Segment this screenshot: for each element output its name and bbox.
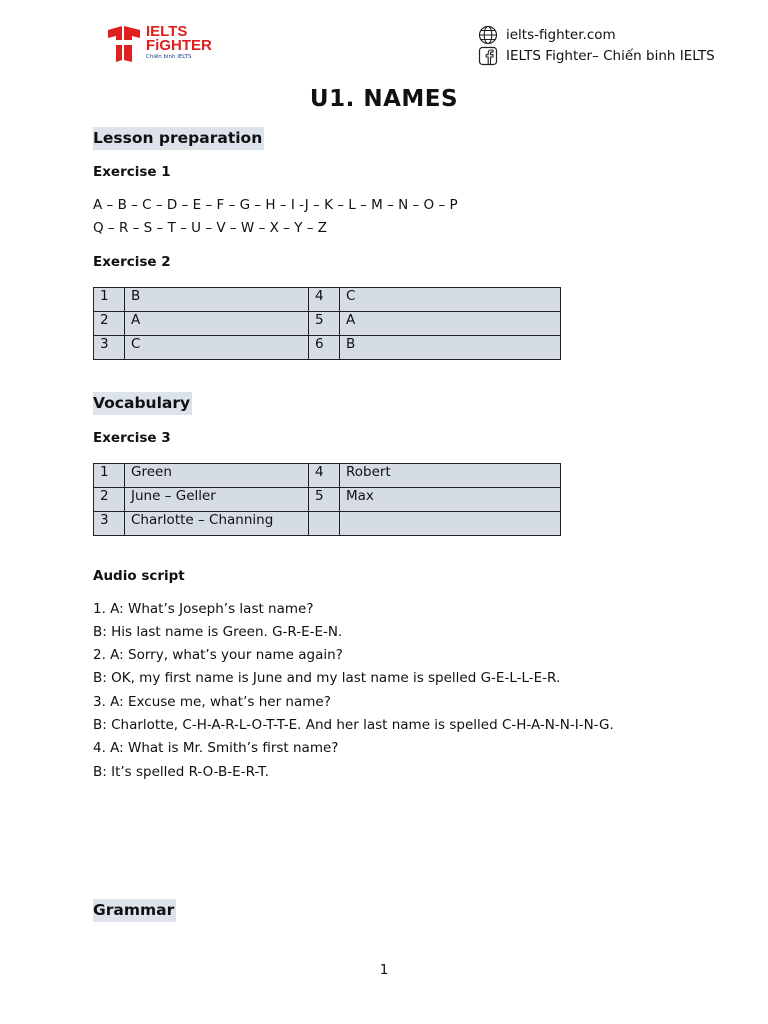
alphabet-line-2: Q – R – S – T – U – V – W – X – Y – Z xyxy=(93,220,328,236)
section-heading-vocabulary: Vocabulary xyxy=(93,392,192,415)
exercise-3-answer-table xyxy=(93,463,561,536)
globe-icon xyxy=(478,25,498,45)
audio-script-line: 1. A: What’s Joseph’s last name? xyxy=(93,601,314,617)
exercise-2-label: Exercise 2 xyxy=(93,254,171,270)
exercise-3-label: Exercise 3 xyxy=(93,430,171,446)
audio-script-line: 2. A: Sorry, what’s your name again? xyxy=(93,647,343,663)
logo-text-fighter: FiGHTER xyxy=(146,37,212,54)
table-cell: C xyxy=(125,336,309,360)
logo-tagline: Chiến binh IELTS xyxy=(146,54,192,60)
table-cell: 2 xyxy=(94,488,125,512)
table-cell xyxy=(309,512,340,536)
table-cell: 2 xyxy=(94,312,125,336)
table-cell: 5 xyxy=(309,488,340,512)
table-cell: Max xyxy=(340,488,561,512)
table-cell: 1 xyxy=(94,464,125,488)
facebook-icon xyxy=(478,46,498,66)
alphabet-line-1: A – B – C – D – E – F – G – H – I -J – K – L – M – N – O – P xyxy=(93,197,458,213)
page-title: U1. NAMES xyxy=(309,86,459,112)
table-cell: 3 xyxy=(94,512,125,536)
audio-script-line: B: Charlotte, C-H-A-R-L-O-T-T-E. And her last name is spelled C-H-A-N-N-I-N-G. xyxy=(93,717,614,733)
audio-script-line: B: His last name is Green. G-R-E-E-N. xyxy=(93,624,343,640)
table-cell: A xyxy=(340,312,561,336)
section-heading-lesson-preparation: Lesson preparation xyxy=(93,127,264,150)
header-contact xyxy=(478,24,715,66)
audio-script-line: 4. A: What is Mr. Smith’s first name? xyxy=(93,740,339,756)
table-row xyxy=(94,512,561,536)
table-cell: 6 xyxy=(309,336,340,360)
table-cell: 3 xyxy=(94,336,125,360)
audio-script-line: 3. A: Excuse me, what’s her name? xyxy=(93,694,331,710)
table-cell: Robert xyxy=(340,464,561,488)
section-heading-grammar: Grammar xyxy=(93,899,176,922)
table-row xyxy=(94,312,561,336)
exercise-1-label: Exercise 1 xyxy=(93,164,171,180)
audio-script-label: Audio script xyxy=(93,568,185,584)
table-cell: 4 xyxy=(309,464,340,488)
table-row xyxy=(94,488,561,512)
table-cell: 4 xyxy=(309,288,340,312)
website-link[interactable] xyxy=(478,24,715,45)
logo-text-ielts: IELTS xyxy=(146,23,188,40)
table-cell: 5 xyxy=(309,312,340,336)
ielts-fighter-logo xyxy=(106,24,224,64)
table-cell: June – Geller xyxy=(125,488,309,512)
table-cell: A xyxy=(125,312,309,336)
table-cell: Green xyxy=(125,464,309,488)
audio-script-line: B: OK, my first name is June and my last name is spelled G-E-L-L-E-R. xyxy=(93,670,561,686)
website-text: ielts-fighter.com xyxy=(506,26,616,43)
table-cell: Charlotte – Channing xyxy=(125,512,309,536)
table-row xyxy=(94,464,561,488)
audio-script-line: B: It’s spelled R-O-B-E-R-T. xyxy=(93,764,269,780)
table-row xyxy=(94,288,561,312)
facebook-link[interactable] xyxy=(478,45,715,66)
exercise-2-answer-table xyxy=(93,287,561,360)
table-cell xyxy=(340,512,561,536)
table-row xyxy=(94,336,561,360)
page-number: 1 xyxy=(379,962,389,978)
table-cell: B xyxy=(125,288,309,312)
table-cell: C xyxy=(340,288,561,312)
table-cell: B xyxy=(340,336,561,360)
table-cell: 1 xyxy=(94,288,125,312)
facebook-text: IELTS Fighter– Chiến binh IELTS xyxy=(506,47,715,64)
